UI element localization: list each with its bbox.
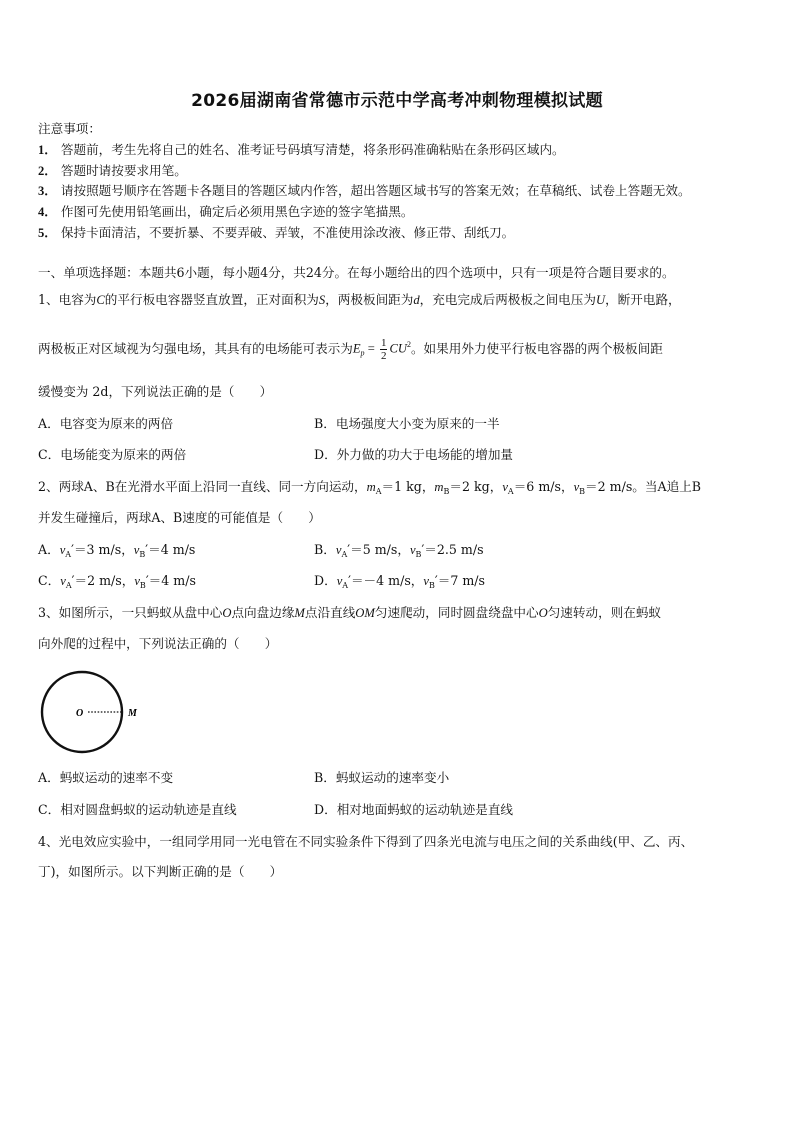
exam-title: 2026届湖南省常德市示范中学高考冲刺物理模拟试题 (191, 91, 603, 111)
notice-item-number: 5． (38, 226, 57, 240)
text: ′＝2 m/s， (71, 573, 135, 588)
var-v: v (134, 574, 140, 588)
var-v: v (409, 543, 416, 557)
q2-option-d[interactable] (314, 573, 485, 594)
q2-option-a[interactable] (38, 542, 195, 563)
var-o: O (222, 606, 232, 620)
notice-item-4 (38, 204, 414, 220)
text: ，两极板间距为 (325, 292, 414, 307)
formula-e: E (352, 341, 361, 356)
option-label: D． (314, 573, 337, 588)
question-4-line-1: 4、光电效应实验中，一组同学用同一光电管在不同实验条件下得到了四条光电流与电压之间的关系曲线(甲、乙、丙、 (38, 834, 694, 849)
text: ′＝3 m/s， (71, 542, 134, 557)
text: ′＝5 m/s， (347, 542, 410, 557)
notice-item-number: 4． (38, 205, 57, 219)
text: ′＝4 m/s (145, 542, 196, 557)
var-v: v (502, 480, 508, 494)
q1-option-c[interactable]: C．电场能变为原来的两倍 (38, 447, 187, 462)
text: ，断开电路， (605, 292, 681, 307)
var-v: v (133, 543, 140, 557)
text: ＝2 kg， (449, 479, 503, 494)
var-v: v (423, 574, 429, 588)
var-u: U (595, 293, 606, 307)
question-3-line-1 (38, 605, 661, 621)
text: 点向盘边缘 (231, 605, 295, 620)
energy-formula (353, 337, 411, 362)
notice-item-number: 3． (38, 184, 57, 198)
var-m: M (294, 606, 305, 620)
text: ′＝4 m/s (145, 573, 196, 588)
text: ＝1 kg， (381, 479, 435, 494)
text: ＝6 m/s， (513, 479, 574, 494)
question-1-line-3: 缓慢变为 2d，下列说法正确的是（ ） (38, 384, 273, 399)
sub-b: B (139, 550, 146, 559)
notice-item-2 (38, 163, 187, 179)
question-4-line-2: 丁)，如图所示。以下判断正确的是（ ） (38, 864, 283, 879)
text: 的平行板电容器竖直放置，正对面积为 (104, 292, 319, 307)
text: ＝2 m/s。当A追上B (585, 479, 702, 494)
question-2-line-1 (38, 479, 701, 500)
option-label: B． (314, 542, 336, 557)
sub-a: A (375, 487, 382, 496)
sub-a: A (65, 581, 72, 590)
text: ，充电完成后两极板之间电压为 (419, 292, 596, 307)
formula-fraction (380, 337, 388, 362)
notice-item-text: 作图可先使用铅笔画出，确定后必须用黑色字迹的签字笔描黑。 (60, 204, 414, 219)
question-2-line-2: 并发生碰撞后，两球A、B速度的可能值是（ ） (38, 510, 321, 525)
notice-item-text: 请按照题号顺序在答题卡各题目的答题区域内作答，超出答题区域书写的答案无效；在草稿纸、试卷上答题无效。 (60, 183, 691, 198)
sub-a: A (507, 487, 514, 496)
section-heading: 一、单项选择题：本题共6小题，每小题4分，共24分。在每小题给出的四个选项中，只有一项是符合题目要求的。 (38, 265, 675, 280)
fraction-numerator: 1 (380, 337, 387, 349)
sub-b: B (579, 487, 586, 496)
label-o: O (76, 708, 84, 719)
notice-item-number: 1． (38, 143, 57, 157)
notice-item-5 (38, 225, 514, 241)
text: 1、电容为 (38, 292, 97, 307)
text: 2、两球A、B在光滑水平面上沿同一直线、同一方向运动， (38, 479, 367, 494)
var-m: m (366, 480, 376, 494)
text: ′＝2.5 m/s (421, 542, 484, 557)
q3-option-c[interactable]: C．相对圆盘蚂蚁的运动轨迹是直线 (38, 802, 237, 817)
question-3-line-2: 向外爬的过程中，下列说法正确的（ ） (38, 636, 278, 651)
var-m: m (434, 480, 444, 494)
question-1-line-2 (38, 337, 663, 362)
notice-item-text: 保持卡面清洁，不要折暴、不要弄破、弄皱，不准使用涂改液、修正带、刮纸刀。 (60, 225, 515, 240)
text: 点沿直线 (304, 605, 356, 620)
var-s: S (318, 293, 326, 307)
text: 匀速转动，则在蚂蚁 (547, 605, 662, 620)
option-label: A． (38, 542, 60, 557)
label-m: M (128, 708, 137, 719)
q1-option-b[interactable]: B．电场强度大小变为原来的一半 (314, 416, 500, 431)
notice-heading: 注意事项： (38, 121, 101, 136)
formula-sup: 2 (406, 340, 411, 350)
notice-item-text: 答题前，考生先将自己的姓名、准考证号码填写清楚，将条形码准确粘贴在条形码区域内。 (60, 142, 565, 157)
formula-equals: = (364, 341, 378, 356)
option-label: C． (38, 573, 61, 588)
var-v: v (573, 480, 580, 494)
question-1-line-1 (38, 292, 681, 308)
text: ′＝－4 m/s， (348, 573, 424, 588)
text: 。如果用外力使平行板电容器的两个极板间距 (410, 341, 663, 356)
var-v: v (335, 543, 342, 557)
q2-option-b[interactable] (314, 542, 484, 563)
formula-cu: CU (389, 341, 407, 356)
q1-option-d[interactable]: D．外力做的功大于电场能的增加量 (314, 447, 514, 462)
sub-b: B (139, 581, 146, 590)
formula-sub: p (360, 348, 365, 358)
q3-option-a[interactable]: A．蚂蚁运动的速率不变 (38, 770, 174, 785)
text: 两极板正对区域视为匀强电场，其具有的电场能可表示为 (38, 341, 353, 356)
var-om: OM (355, 606, 375, 620)
sub-b: B (415, 550, 422, 559)
q3-option-b[interactable]: B．蚂蚁运动的速率变小 (314, 770, 450, 785)
var-v: v (336, 574, 343, 588)
notice-item-number: 2． (38, 164, 57, 178)
fraction-denominator: 2 (380, 350, 387, 362)
var-v: v (60, 574, 66, 588)
q2-option-c[interactable] (38, 573, 196, 594)
notice-item-3 (38, 183, 691, 199)
var-o: O (538, 606, 548, 620)
notice-item-1 (38, 142, 565, 158)
disk-diagram (40, 668, 140, 758)
q3-option-d[interactable]: D．相对地面蚂蚁的运动轨迹是直线 (314, 802, 514, 817)
notice-item-text: 答题时请按要求用笔。 (60, 163, 187, 178)
var-d: d (413, 293, 420, 307)
text: 匀速爬动，同时圆盘绕盘中心 (374, 605, 539, 620)
sub-a: A (342, 581, 349, 590)
q1-option-a[interactable]: A．电容变为原来的两倍 (38, 416, 174, 431)
sub-a: A (341, 550, 348, 559)
text: ′＝7 m/s (434, 573, 485, 588)
var-v: v (59, 543, 66, 557)
var-c: C (96, 293, 105, 307)
sub-b: B (428, 581, 435, 590)
text: 3、如图所示，一只蚂蚁从盘中心 (38, 605, 223, 620)
sub-b: B (443, 487, 450, 496)
sub-a: A (65, 550, 72, 559)
